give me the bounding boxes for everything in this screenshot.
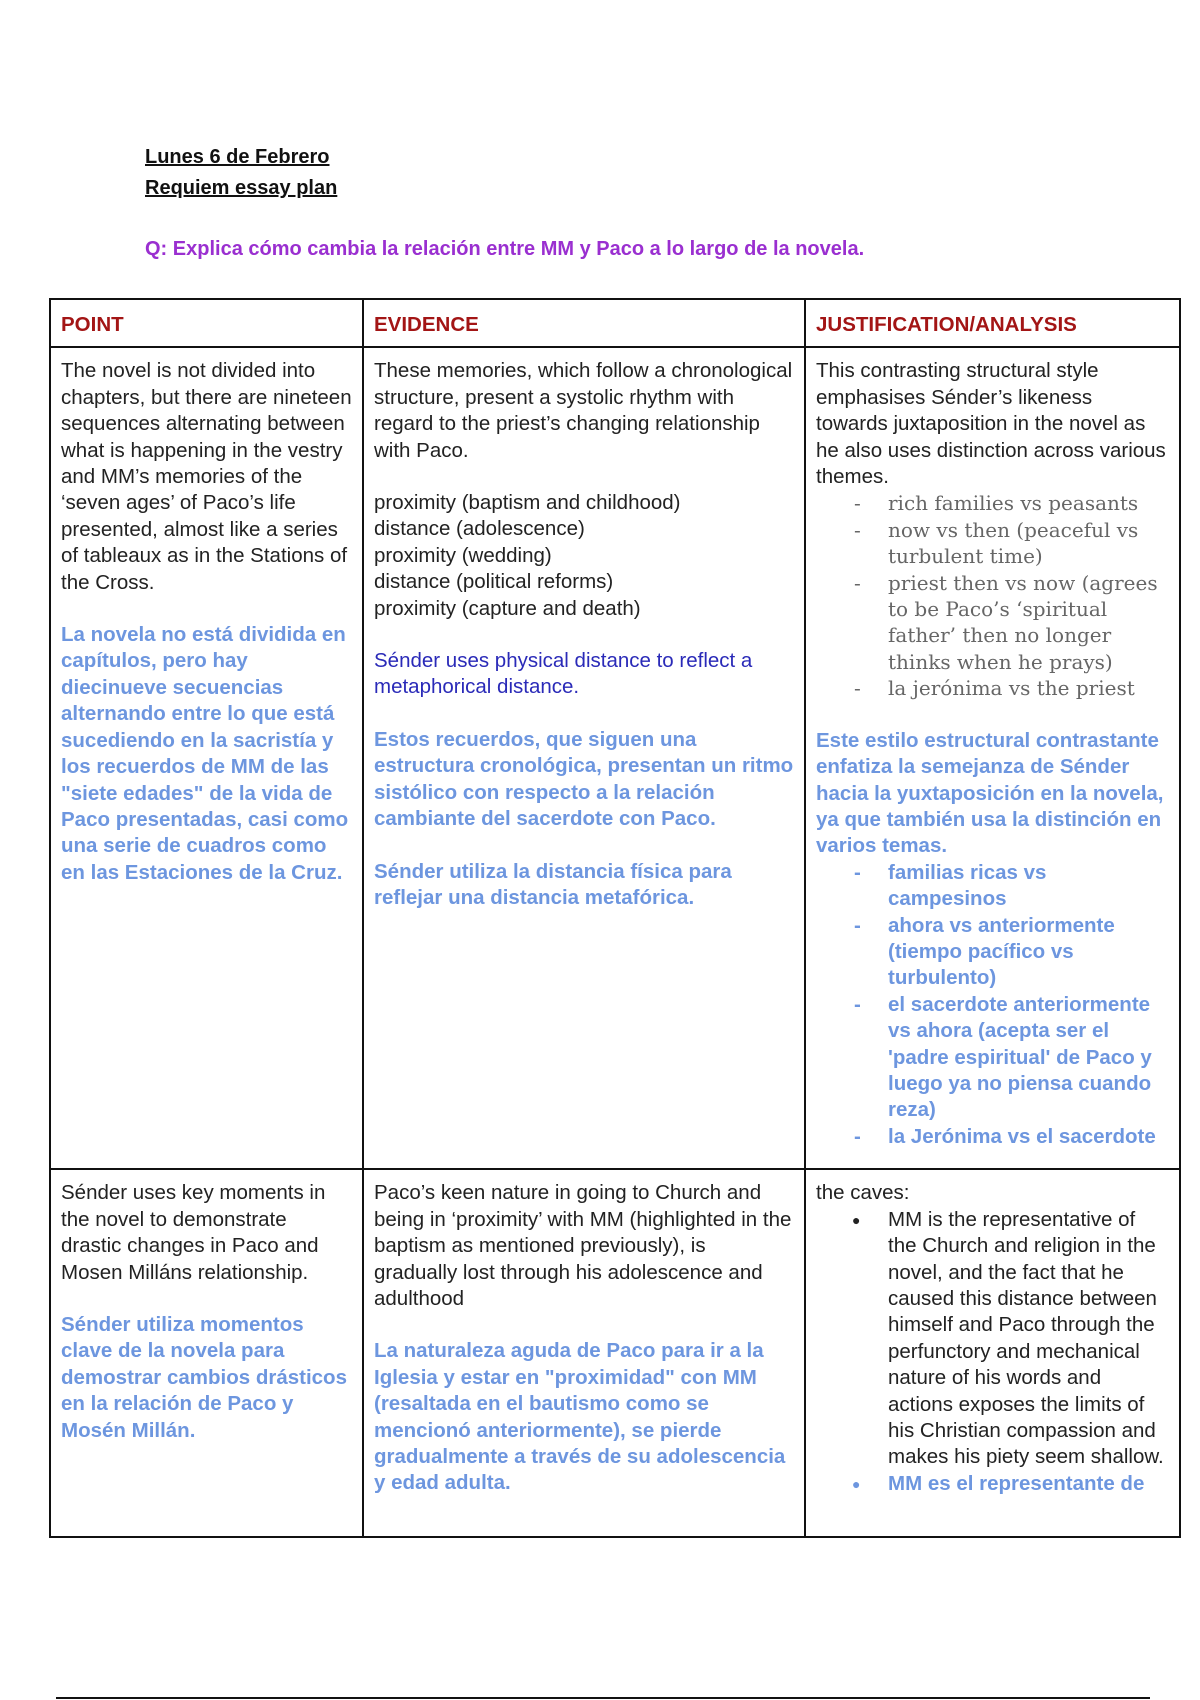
justification-text-english: This contrasting structural style emphasises Sénder’s likeness towards juxtaposition in the novel as he also uses distinction across various themes. bbox=[816, 359, 1166, 489]
essay-plan-table bbox=[49, 298, 1181, 1538]
evidence-text-english: These memories, which follow a chronological structure, present a systolic rhythm with regard to the priest’s changing relationship with Paco. bbox=[374, 359, 793, 462]
point-text-spanish: La novela no está dividida en capítulos, pero hay diecinueve secuencias alternando entre lo que está sucediendo en la sacristía y los recuerdos de MM de las "siete edades" de la vida de Paco presentadas, casi como una serie de cuadros como en las Estaciones de la Cruz. bbox=[61, 623, 349, 884]
evidence-text-spanish: La naturaleza aguda de Paco para ir a la Iglesia y estar en "proximidad" con MM (resaltada en el bautismo como se mencionó anteriormente), se pierde gradualmente a través de su adolescencia y edad adulta. bbox=[374, 1339, 786, 1495]
point-text-english: Sénder uses key moments in the novel to demonstrate drastic changes in Paco and Mosen Milláns relationship. bbox=[61, 1181, 326, 1284]
list-item: distance (adolescence) bbox=[374, 517, 585, 541]
list-item: ● MM es el representante de bbox=[888, 1471, 1169, 1497]
list-item: - familias ricas vs campesinos bbox=[888, 860, 1169, 913]
evidence-cell bbox=[363, 1169, 805, 1537]
table-header-row bbox=[50, 299, 1180, 347]
table-row bbox=[50, 347, 1180, 1169]
list-item: proximity (capture and death) bbox=[374, 596, 641, 620]
evidence-text-english: Paco’s keen nature in going to Church and being in ‘proximity’ with MM (highlighted in the baptism as mentioned previously), is gradually lost through his adolescence and adulthood bbox=[374, 1181, 792, 1311]
table-row bbox=[50, 1169, 1180, 1537]
point-cell bbox=[50, 1169, 363, 1537]
justification-bullet-list bbox=[816, 1207, 1169, 1497]
evidence-text-spanish: Estos recuerdos, que siguen una estructura cronológica, presentan un ritmo sistólico con respecto a la relación cambiante del sacerdote con Paco. bbox=[374, 727, 794, 831]
list-item: - ahora vs anteriormente (tiempo pacífico vs turbulento) bbox=[888, 913, 1169, 992]
justification-theme-list bbox=[816, 490, 1169, 701]
point-text-english: The novel is not divided into chapters, but there are nineteen sequences alternating between what is happening in the vestry and MM’s memories of the ‘seven ages’ of Paco’s life presented, almost like a series of tableaux as in the Stations of the Cross. bbox=[61, 359, 352, 594]
list-item: ● MM is the representative of the Church and religion in the novel, and the fact that he caused this distance between himself and Paco through the perfunctory and mechanical nature of his words and actions exposes the limits of his Christian compassion and makes his piety seem shallow. bbox=[888, 1207, 1169, 1471]
document-date: Lunes 6 de Febrero bbox=[145, 146, 330, 168]
point-cell bbox=[50, 347, 363, 1169]
point-text-spanish: Sénder utiliza momentos clave de la novela para demostrar cambios drásticos en la relación de Paco y Mosén Millán. bbox=[61, 1313, 347, 1442]
list-item: - la jerónima vs the priest bbox=[888, 675, 1169, 701]
justification-cell bbox=[805, 1169, 1180, 1537]
list-item: proximity (wedding) bbox=[374, 543, 552, 567]
column-header-point: POINT bbox=[50, 299, 363, 347]
list-item: - rich families vs peasants bbox=[888, 490, 1169, 516]
justification-intro: the caves: bbox=[816, 1181, 910, 1205]
column-header-evidence: EVIDENCE bbox=[363, 299, 805, 347]
justification-theme-list-spanish bbox=[816, 860, 1169, 1150]
evidence-sequence-list bbox=[374, 490, 794, 622]
evidence-text-spanish-2: Sénder utiliza la distancia física para reflejar una distancia metafórica. bbox=[374, 859, 732, 909]
evidence-cell bbox=[363, 347, 805, 1169]
page-bottom-rule bbox=[56, 1697, 1150, 1699]
list-item: - la Jerónima vs el sacerdote bbox=[888, 1124, 1169, 1150]
list-item: - now vs then (peaceful vs turbulent time) bbox=[888, 517, 1169, 570]
list-item: - priest then vs now (agrees to be Paco’s ‘spiritual father’ then no longer thinks when he prays) bbox=[888, 570, 1169, 676]
evidence-text-english-2: Sénder uses physical distance to reflect a metaphorical distance. bbox=[374, 649, 753, 699]
list-item: - el sacerdote anteriormente vs ahora (acepta ser el 'padre espiritual' de Paco y luego ya no piensa cuando reza) bbox=[888, 992, 1169, 1124]
justification-text-spanish: Este estilo estructural contrastante enfatiza la semejanza de Sénder hacia la yuxtaposición en la novela, ya que también usa la distinción en varios temas. bbox=[816, 728, 1164, 858]
essay-question: Q: Explica cómo cambia la relación entre MM y Paco a lo largo de la novela. bbox=[145, 238, 865, 260]
list-item: distance (political reforms) bbox=[374, 570, 614, 594]
column-header-justification: JUSTIFICATION/ANALYSIS bbox=[805, 299, 1180, 347]
justification-cell bbox=[805, 347, 1180, 1169]
list-item: proximity (baptism and childhood) bbox=[374, 491, 681, 515]
document-title: Requiem essay plan bbox=[145, 177, 338, 199]
